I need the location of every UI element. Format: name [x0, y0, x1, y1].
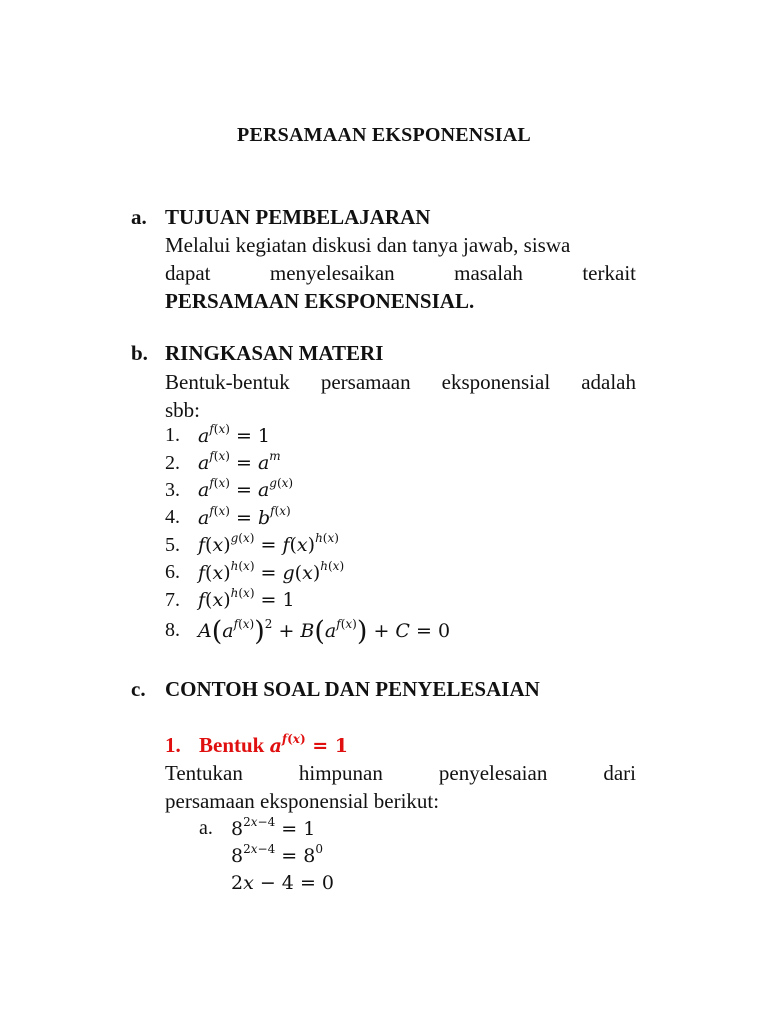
word: eksponensial — [441, 370, 551, 394]
part-letter: a. — [199, 817, 213, 839]
section-b-letter: b. — [131, 341, 148, 365]
formula: $f(x)^{h(x)} = g(x)^{h(x)}$ — [198, 558, 345, 584]
section-a-letter: a. — [131, 205, 147, 229]
formula: $a^{f(x)} = 1$ — [198, 421, 271, 447]
step-row — [199, 842, 334, 869]
step-row — [199, 869, 334, 896]
word: Bentuk-bentuk — [165, 370, 290, 394]
formula-item — [165, 614, 450, 648]
example-1-line2: persamaan eksponensial berikut: — [165, 789, 440, 813]
word: himpunan — [298, 761, 383, 785]
formula-item — [165, 504, 450, 531]
section-a-heading — [131, 205, 430, 230]
word: persamaan — [320, 370, 411, 394]
section-b-intro-line2: sbb: — [165, 398, 201, 422]
formula-number: 7. — [165, 588, 180, 611]
section-a-line2 — [165, 259, 636, 287]
formula-item — [165, 532, 450, 559]
section-c-letter: c. — [131, 677, 146, 701]
word: Tentukan — [165, 761, 243, 785]
section-b-intro — [165, 368, 636, 424]
word: adalah — [581, 370, 636, 394]
formula: $a^{f(x)} = a^{g(x)}$ — [198, 476, 294, 502]
step-formula: $8^{2x-4} = 8^0$ — [231, 841, 323, 867]
word: dapat — [165, 261, 211, 285]
word: menyelesaikan — [269, 261, 395, 285]
section-a-body — [165, 231, 636, 315]
formula-number: 3. — [165, 478, 180, 501]
formula-number: 6. — [165, 561, 180, 584]
example-1-steps — [199, 815, 334, 896]
example-1-heading — [165, 733, 348, 758]
section-a-line3: PERSAMAAN EKSPONENSIAL. — [165, 289, 475, 313]
example-1-text — [165, 759, 636, 815]
formula-item — [165, 449, 450, 476]
formula-item — [165, 559, 450, 586]
section-b-intro-line1 — [165, 368, 636, 396]
example-1-line1 — [165, 759, 636, 787]
formula-item — [165, 477, 450, 504]
example-1-formula: $a^{f(x)} = 1$ — [269, 732, 348, 757]
formula: $a^{f(x)} = a^m$ — [198, 449, 281, 475]
section-a-line1: Melalui kegiatan diskusi dan tanya jawab, siswa — [165, 233, 571, 257]
formula-item — [165, 586, 450, 613]
section-a-title: TUJUAN PEMBELAJARAN — [165, 205, 431, 229]
example-1-label: Bentuk — [199, 733, 265, 757]
formula-number: 1. — [165, 424, 180, 447]
formula-number: 4. — [165, 506, 180, 529]
formula-list — [165, 422, 450, 648]
formula: $a^{f(x)} = b^{f(x)}$ — [198, 503, 291, 529]
step-formula: 2x − 4 = 0 — [231, 871, 334, 894]
formula-number: 2. — [165, 451, 180, 474]
formula: $A(a^{f(x)})^2 + B(a^{f(x)}) + C = 0$ — [198, 615, 451, 647]
formula: $f(x)^{g(x)} = f(x)^{h(x)}$ — [198, 531, 339, 557]
formula-number: 5. — [165, 533, 180, 556]
section-b-heading — [131, 341, 383, 366]
word: penyelesaian — [438, 761, 548, 785]
step-formula: $8^{2x-4} = 1$ — [231, 814, 316, 840]
formula-item — [165, 422, 450, 449]
word: dari — [603, 761, 636, 785]
step-row — [199, 815, 334, 842]
example-1-number: 1. — [165, 733, 181, 757]
document-title: PERSAMAAN EKSPONENSIAL — [237, 124, 531, 146]
formula-number: 8. — [165, 619, 180, 642]
word: masalah — [454, 261, 523, 285]
section-b-title: RINGKASAN MATERI — [165, 341, 384, 365]
section-c-title: CONTOH SOAL DAN PENYELESAIAN — [165, 677, 540, 701]
word: terkait — [582, 261, 636, 285]
section-c-heading — [131, 677, 540, 702]
formula: $f(x)^{h(x)} = 1$ — [198, 586, 295, 612]
